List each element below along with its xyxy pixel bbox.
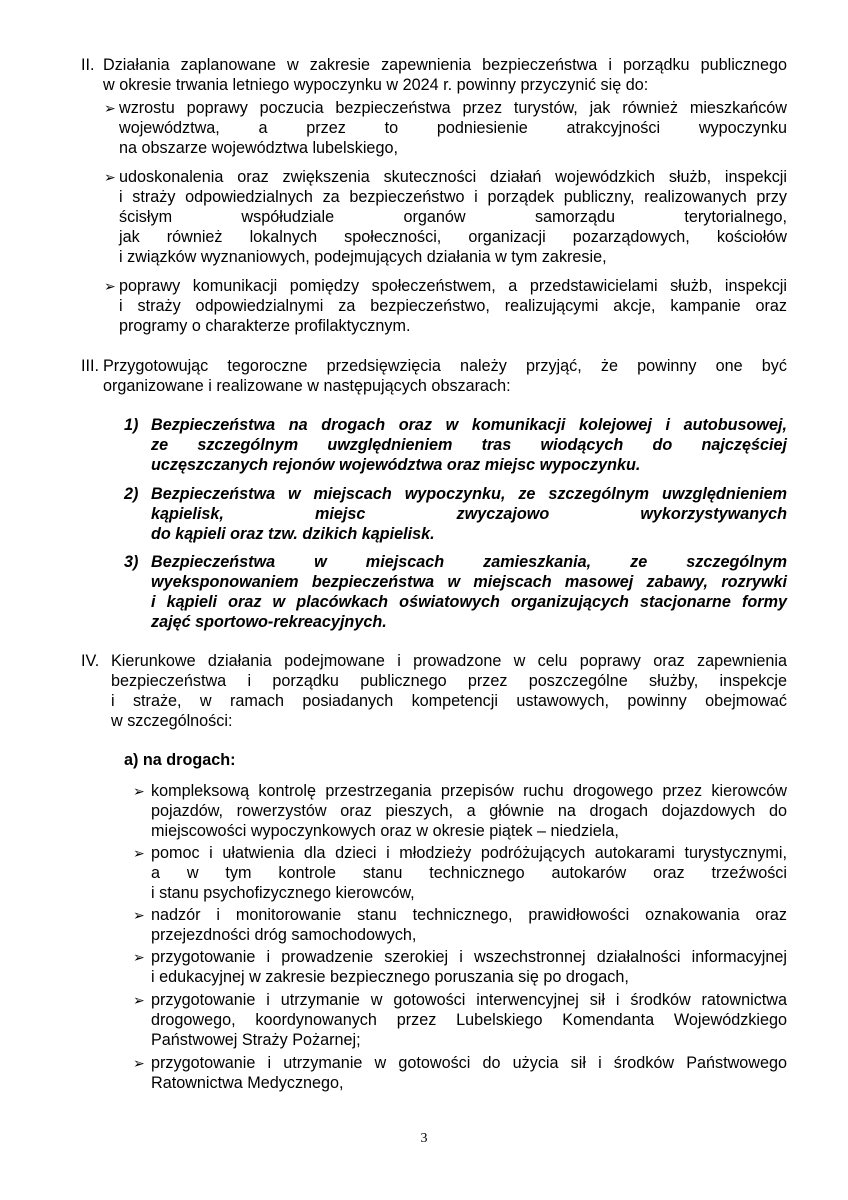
text-line: przejezdności dróg samochodowych, [151, 926, 417, 944]
arrow-bullet-icon: ➢ [133, 845, 145, 861]
text-line: w okresie trwania letniego wypoczynku w 2024 r. powinny przyczynić się do: [103, 76, 649, 94]
text-line: jak również lokalnych społeczności, organizacji pozarządowych, kościołów [119, 228, 787, 246]
text-line: uczęszczanych rejonów województwa oraz miejsc wypoczynku. [151, 456, 641, 474]
text-line: miejscowości wypoczynkowych oraz w okresie piątek – niedziela, [151, 822, 619, 840]
text-line: i kąpieli oraz w placówkach oświatowych organizujących stacjonarne formy [151, 593, 787, 611]
text-line: i stanu psychofizycznego kierowców, [151, 884, 415, 902]
text-line: i straży odpowiedzialnych za bezpieczeństwo i porządek publiczny, realizowanych przy [119, 188, 787, 206]
text-line: Bezpieczeństwa w miejscach wypoczynku, ze szczególnym uwzględnieniem [151, 485, 787, 503]
text-line: pojazdów, rowerzystów oraz pieszych, a głównie na drogach dojazdowych do [151, 802, 787, 820]
section-number: III. [81, 357, 99, 375]
text-line: nadzór i monitorowanie stanu technicznego, prawidłowości oznakowania oraz [151, 906, 787, 924]
item-number: 2) [124, 485, 139, 503]
arrow-bullet-icon: ➢ [133, 992, 145, 1008]
text-line: bezpieczeństwa i porządku publicznego przez poszczególne służby, inspekcje [111, 672, 787, 690]
text-line: udoskonalenia oraz zwiększenia skuteczności działań wojewódzkich służb, inspekcji [119, 168, 787, 186]
text-line: w szczególności: [111, 712, 233, 730]
text-line: województwa, a przez to podniesienie atrakcyjności wypoczynku [119, 119, 787, 137]
item-number: 1) [124, 416, 139, 434]
arrow-bullet-icon: ➢ [133, 907, 145, 923]
text-line: Państwowej Straży Pożarnej; [151, 1031, 361, 1049]
text-line: Bezpieczeństwa na drogach oraz w komunikacji kolejowej i autobusowej, [151, 416, 787, 434]
text-line: do kąpieli oraz tzw. dzikich kąpielisk. [151, 525, 435, 543]
text-line: i straże, w ramach posiadanych kompetencji ustawowych, powinny obejmować [111, 692, 787, 710]
text-line: a w tym kontrole stanu technicznego autokarów oraz trzeźwości [151, 864, 787, 882]
text-line: organizowane i realizowane w następujących obszarach: [103, 377, 511, 395]
text-line: drogowego, koordynowanych przez Lubelskiego Komendanta Wojewódzkiego [151, 1011, 787, 1029]
text-line: Działania zaplanowane w zakresie zapewnienia bezpieczeństwa i porządku publicznego [103, 56, 787, 74]
text-line: i straży odpowiedzialnymi za bezpieczeństwo, realizującymi akcje, kampanie oraz [119, 297, 787, 315]
text-line: wyeksponowaniem bezpieczeństwa w miejscach masowej zabawy, rozrywki [151, 573, 787, 591]
arrow-bullet-icon: ➢ [104, 100, 116, 116]
text-line: Kierunkowe działania podejmowane i prowadzone w celu poprawy oraz zapewnienia [111, 652, 787, 670]
subheading: a) na drogach: [124, 751, 236, 769]
text-line: i związków wyznaniowych, podejmujących działania w tym zakresie, [119, 248, 607, 266]
page-number: 3 [420, 1131, 428, 1146]
arrow-bullet-icon: ➢ [133, 1055, 145, 1071]
text-line: Bezpieczeństwa w miejscach zamieszkania, ze szczególnym [151, 553, 787, 571]
text-line: i edukacyjnej w zakresie bezpiecznego poruszania się po drogach, [151, 968, 629, 986]
text-line: przygotowanie i utrzymanie w gotowości do użycia sił i środków Państwowego [151, 1054, 787, 1072]
arrow-bullet-icon: ➢ [104, 169, 116, 185]
section-number: IV. [81, 652, 100, 670]
arrow-bullet-icon: ➢ [133, 783, 145, 799]
arrow-bullet-icon: ➢ [133, 949, 145, 965]
item-number: 3) [124, 553, 139, 571]
text-line: na obszarze województwa lubelskiego, [119, 139, 398, 157]
text-line: pomoc i ułatwienia dla dzieci i młodzieży podróżujących autokarami turystycznymi, [151, 844, 787, 862]
text-line: kąpielisk, miejsc zwyczajowo wykorzystywanych [151, 505, 787, 523]
text-line: przygotowanie i utrzymanie w gotowości interwencyjnej sił i środków ratownictwa [151, 991, 787, 1009]
text-line: Przygotowując tegoroczne przedsięwzięcia należy przyjąć, że powinny one być [103, 357, 787, 375]
text-line: zajęć sportowo-rekreacyjnych. [151, 613, 387, 631]
text-line: Ratownictwa Medycznego, [151, 1074, 344, 1092]
arrow-bullet-icon: ➢ [104, 278, 116, 294]
text-line: poprawy komunikacji pomiędzy społeczeństwem, a przedstawicielami służb, inspekcji [119, 277, 787, 295]
text-line: ze szczególnym uwzględnieniem tras wiodących do najczęściej [151, 436, 787, 454]
text-line: programy o charakterze profilaktycznym. [119, 317, 411, 335]
text-line: ścisłym współudziale organów samorządu terytorialnego, [119, 208, 787, 226]
section-number: II. [81, 56, 95, 74]
text-line: wzrostu poprawy poczucia bezpieczeństwa przez turystów, jak również mieszkańców [119, 99, 787, 117]
text-line: kompleksową kontrolę przestrzegania przepisów ruchu drogowego przez kierowców [151, 782, 787, 800]
text-line: przygotowanie i prowadzenie szerokiej i wszechstronnej działalności informacyjnej [151, 948, 787, 966]
